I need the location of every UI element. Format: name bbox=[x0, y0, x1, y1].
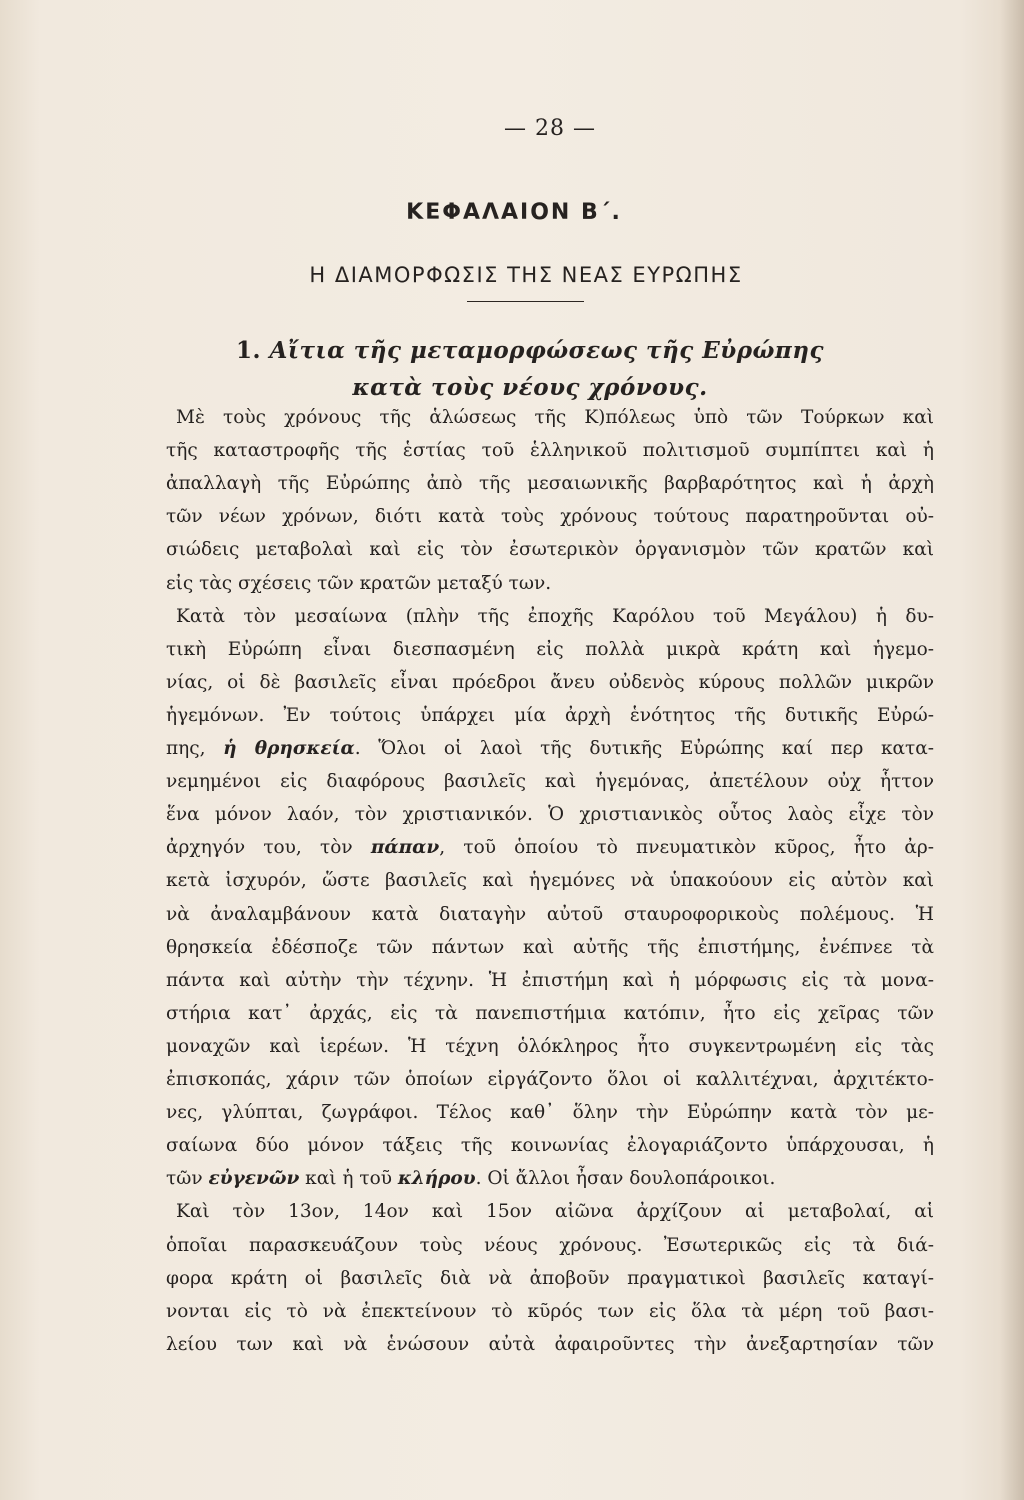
text-line bbox=[166, 1265, 934, 1292]
text-segment: τῶν νέων χρόνων, διότι κατὰ τοὺς χρόνους τούτους παρατηροῦνται οὐ- bbox=[166, 506, 934, 527]
text-line bbox=[166, 967, 934, 994]
text-segment: ἡγεμόνων. Ἐν τούτοις ὑπάρχει μία ἀρχὴ ἑνότητος τῆς δυτικῆς Εὐρώ- bbox=[166, 705, 934, 726]
page-edge-shadow bbox=[1000, 0, 1024, 1500]
text-line bbox=[166, 1298, 934, 1325]
text-line bbox=[166, 536, 934, 563]
text-line bbox=[166, 503, 934, 530]
text-segment: ἕνα μόνον λαόν, τὸν χριστιανικόν. Ὁ χριστιανικὸς οὗτος λαὸς εἶχε τὸν bbox=[166, 804, 934, 825]
text-segment: σιώδεις μεταβολαὶ καὶ εἰς τὸν ἐσωτερικὸν ὀργανισμὸν τῶν κρατῶν καὶ bbox=[166, 539, 934, 560]
text-segment: . Οἱ ἄλλοι ἦσαν δουλοπάροικοι. bbox=[475, 1168, 776, 1189]
text-segment: τῆς καταστροφῆς τῆς ἑστίας τοῦ ἑλληνικοῦ πολιτισμοῦ συμπίπτει καὶ ἡ bbox=[166, 440, 934, 461]
text-segment: φορα κράτη οἱ βασιλεῖς διὰ νὰ ἀποβοῦν πραγματικοὶ βασιλεῖς καταγί- bbox=[166, 1268, 934, 1289]
page-number: — 28 — bbox=[504, 116, 596, 141]
text-line bbox=[166, 768, 934, 795]
text-line bbox=[166, 1232, 934, 1259]
text-line bbox=[166, 1331, 934, 1358]
text-line bbox=[166, 1066, 934, 1093]
text-segment: πης, bbox=[166, 738, 224, 759]
text-segment: νονται εἰς τὸ νὰ ἐπεκτείνουν τὸ κῦρός των εἰς ὅλα τὰ μέρη τοῦ βασι- bbox=[166, 1301, 934, 1322]
text-line bbox=[176, 404, 934, 431]
text-line bbox=[166, 1165, 934, 1192]
text-segment: , τοῦ ὁποίου τὸ πνευματικὸν κῦρος, ἦτο ἀρ- bbox=[439, 837, 934, 858]
text-line bbox=[166, 801, 934, 828]
section-title-text-1: Αἴτια τῆς μεταμορφώσεως τῆς Εὐρώπης bbox=[269, 337, 824, 364]
part-title: Η ΔΙΑΜΟΡΦΩΣΙΣ ΤΗΣ ΝΕΑΣ ΕΥΡΩΠΗΣ bbox=[309, 263, 743, 287]
text-segment: . Ὅλοι οἱ λαοὶ τῆς δυτικῆς Εὐρώπης καί περ κατα- bbox=[354, 738, 934, 759]
text-line bbox=[166, 702, 934, 729]
text-segment: θρησκεία ἐδέσποζε τῶν πάντων καὶ αὐτῆς τῆς ἐπιστήμης, ἐνέπνεε τὰ bbox=[166, 937, 934, 958]
text-segment: εἰς τὰς σχέσεις τῶν κρατῶν μεταξύ των. bbox=[166, 573, 552, 594]
text-line bbox=[166, 1132, 934, 1159]
text-line bbox=[166, 834, 934, 861]
text-segment: λείου των καὶ νὰ ἑνώσουν αὐτὰ ἀφαιροῦντες τὴν ἀνεξαρτησίαν τῶν bbox=[166, 1334, 934, 1355]
section-title-line-1 bbox=[150, 332, 910, 369]
text-line bbox=[166, 934, 934, 961]
text-segment: μοναχῶν καὶ ἱερέων. Ἡ τέχνη ὁλόκληρος ἦτο συγκεντρωμένη εἰς τὰς bbox=[166, 1036, 934, 1057]
text-segment: Καὶ τὸν 13ον, 14ον καὶ 15ον αἰῶνα ἀρχίζουν αἱ μεταβολαί, αἱ bbox=[176, 1201, 934, 1222]
text-segment: Κατὰ τὸν μεσαίωνα (πλὴν τῆς ἐποχῆς Καρόλου τοῦ Μεγάλου) ἡ δυ- bbox=[176, 606, 934, 627]
title-divider bbox=[467, 301, 584, 302]
text-segment: Μὲ τοὺς χρόνους τῆς ἁλώσεως τῆς Κ)πόλεως ὑπὸ τῶν Τούρκων καὶ bbox=[176, 407, 934, 428]
text-line bbox=[166, 570, 934, 597]
text-line bbox=[166, 669, 934, 696]
text-segment: ἀρχηγόν του, τὸν bbox=[166, 837, 371, 858]
emphasized-term: εὐγενῶν bbox=[208, 1168, 300, 1189]
text-line bbox=[166, 867, 934, 894]
text-segment: σαίωνα δύο μόνον τάξεις τῆς κοινωνίας ἐλογαριάζοντο ὑπάρχουσαι, ἡ bbox=[166, 1135, 934, 1156]
text-segment: στήρια κατ᾽ ἀρχάς, εἰς τὰ πανεπιστήμια κατόπιν, ἦτο εἰς χεῖρας τῶν bbox=[166, 1003, 934, 1024]
text-segment: πάντα καὶ αὐτὴν τὴν τέχνην. Ἡ ἐπιστήμη καὶ ἡ μόρφωσις εἰς τὰ μονα- bbox=[166, 970, 934, 991]
text-segment: νὰ ἀναλαμβάνουν κατὰ διαταγὴν αὐτοῦ σταυροφορικοὺς πολέμους. Ἡ bbox=[166, 904, 934, 925]
emphasized-term: πάπαν bbox=[370, 837, 440, 858]
text-line bbox=[166, 735, 934, 762]
section-number: 1. bbox=[235, 337, 261, 364]
text-segment: νες, γλύπται, ζωγράφοι. Τέλος καθ᾽ ὅλην τὴν Εὐρώπην κατὰ τὸν με- bbox=[166, 1102, 934, 1123]
text-line bbox=[176, 603, 934, 630]
section-title bbox=[150, 332, 910, 406]
text-line bbox=[166, 901, 934, 928]
text-segment: καὶ ἡ τοῦ bbox=[299, 1168, 398, 1189]
text-segment: ἐπισκοπάς, χάριν τῶν ὁποίων εἰργάζοντο ὅλοι οἱ καλλιτέχναι, ἀρχιτέκτο- bbox=[166, 1069, 934, 1090]
text-segment: τικὴ Εὐρώπη εἶναι διεσπασμένη εἰς πολλὰ μικρὰ κράτη καὶ ἡγεμο- bbox=[166, 639, 934, 660]
chapter-heading: ΚΕΦΑΛΑΙΟΝ Β΄. bbox=[406, 200, 622, 225]
text-line bbox=[166, 636, 934, 663]
text-line bbox=[166, 1000, 934, 1027]
emphasized-term: κλήρου bbox=[397, 1168, 476, 1189]
text-segment: νίας, οἱ δὲ βασιλεῖς εἶναι πρόεδροι ἄνευ οὐδενὸς κύρους πολλῶν μικρῶν bbox=[166, 672, 934, 693]
text-segment: ἀπαλλαγὴ τῆς Εὐρώπης ἀπὸ τῆς μεσαιωνικῆς βαρβαρότητος καὶ ἡ ἀρχὴ bbox=[166, 473, 934, 494]
text-line bbox=[166, 1033, 934, 1060]
text-line bbox=[166, 470, 934, 497]
text-segment: κετὰ ἰσχυρόν, ὥστε βασιλεῖς καὶ ἡγεμόνες νὰ ὑπακούουν εἰς αὐτὸν καὶ bbox=[166, 870, 934, 891]
text-segment: ὁποῖαι παρασκευάζουν τοὺς νέους χρόνους. Ἐσωτερικῶς εἰς τὰ διά- bbox=[166, 1235, 934, 1256]
text-line bbox=[166, 1099, 934, 1126]
text-segment: τῶν bbox=[166, 1168, 209, 1189]
text-line bbox=[166, 437, 934, 464]
text-line bbox=[176, 1198, 934, 1225]
section-title-line-2: κατὰ τοὺς νέους χρόνους. bbox=[352, 374, 708, 401]
emphasized-term: ἡ θρησκεία bbox=[223, 738, 355, 759]
text-segment: νεμημένοι εἰς διαφόρους βασιλεῖς καὶ ἡγεμόνας, ἀπετέλουν οὐχ ἧττον bbox=[166, 771, 934, 792]
